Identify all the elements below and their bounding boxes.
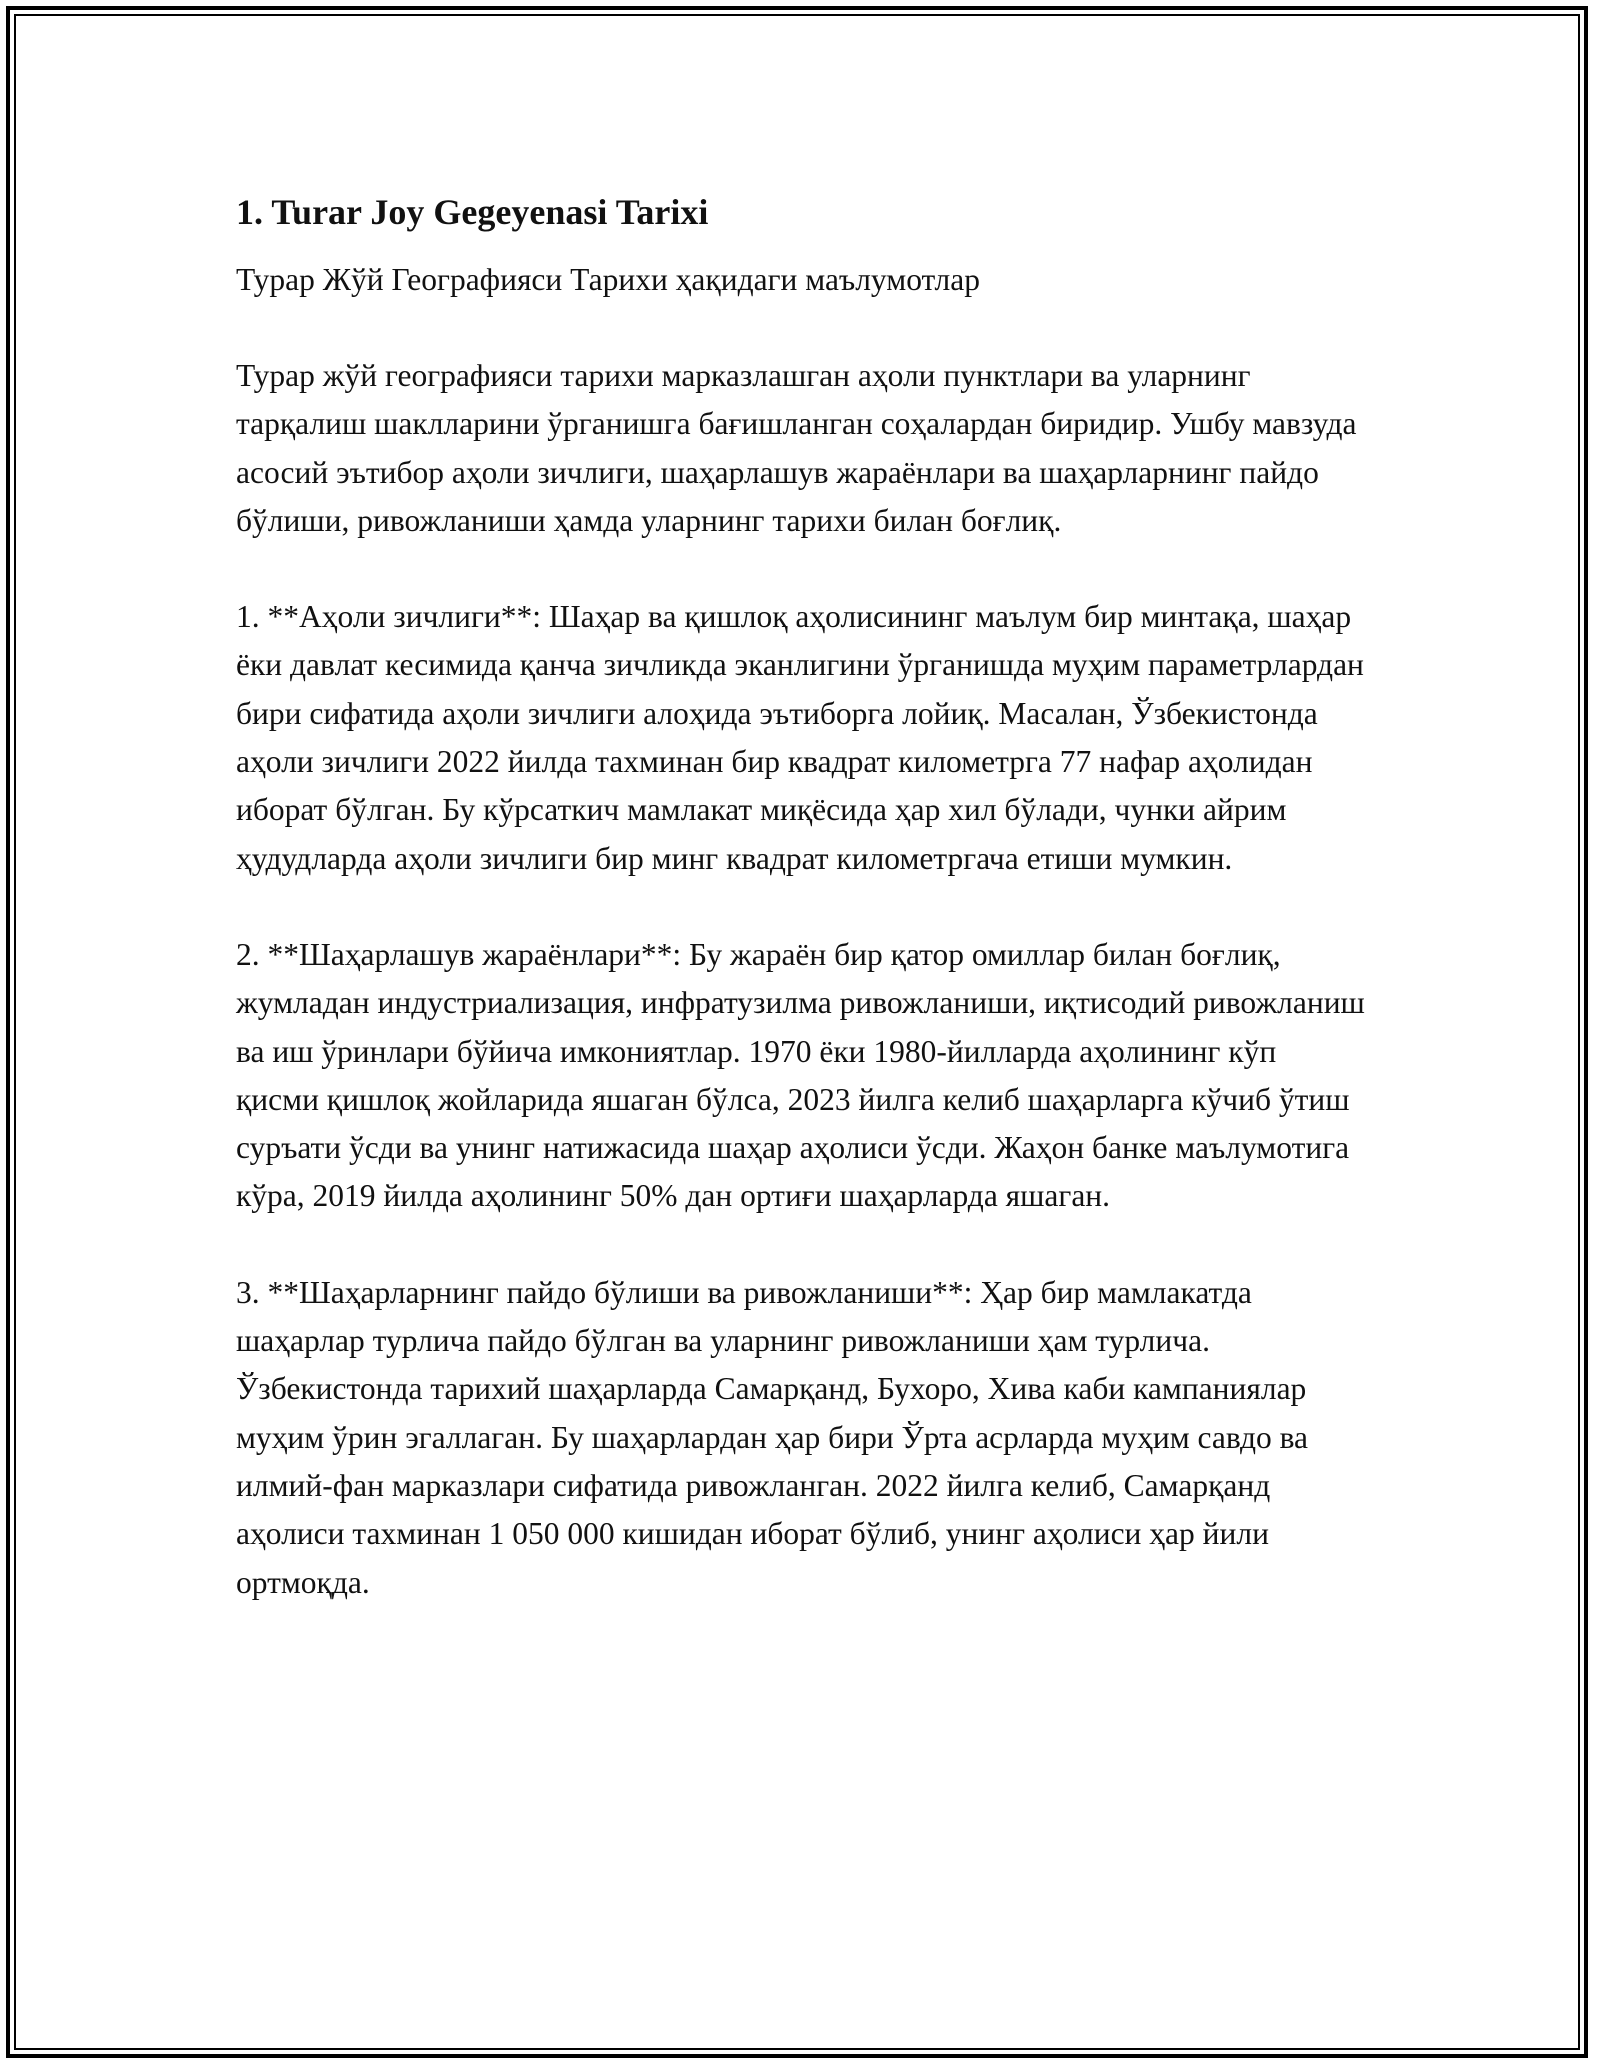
document-subtitle: Турар Жўй Географияси Тарихи ҳақидаги маълумотлар [236,262,980,297]
paragraph-population-density: 1. **Аҳоли зичлиги**: Шаҳар ва қишлоқ аҳолисининг маълум бир минтақа, шаҳар ёки давлат кесимида қанча зичликда эканлигини ўрганишда муҳим параметрлардан бири сифатида аҳоли зичлиги алоҳида эътиборга лойиқ. Масалан, Ўзбекистонда аҳоли зичлиги 2022 йилда тахминан бир квадрат километрга 77 нафар аҳолидан иборат бўлган. Бу кўрсаткич мамлакат миқёсида ҳар хил бўлади, чунки айрим ҳудудларда аҳоли зичлиги бир минг квадрат километргача етиши мумкин. [236,599,1364,876]
paragraph-urbanization: 2. **Шаҳарлашув жараёнлари**: Бу жараён бир қатор омиллар билан боғлиқ, жумладан индустриализация, инфратузилма ривожланиши, иқтисодий ривожланиш ва иш ўринлари бўйича имкониятлар. 1970 ёки 1980-йилларда аҳолининг кўп қисми қишлоқ жойларида яшаган бўлса, 2023 йилга келиб шаҳарларга кўчиб ўтиш суръати ўсди ва унинг натижасида шаҳар аҳолиси ўсди. Жаҳон банке маълумотига кўра, 2019 йилда аҳолининг 50% дан ортиғи шаҳарларда яшаган. [236,936,1365,1214]
paragraph-city-development: 3. **Шаҳарларнинг пайдо бўлиши ва ривожланиши**: Ҳар бир мамлакатда шаҳарлар турлича пайдо бўлган ва уларнинг ривожланиши ҳам турлича. Ўзбекистонда тарихий шаҳарларда Самарқанд, Бухоро, Хива каби кампаниялар муҳим ўрин эгаллаган. Бу шаҳарлардан ҳар бири Ўрта асрларда муҳим савдо ва илмий-фан марказлари сифатида ривожланган. 2022 йилга келиб, Самарқанд аҳолиси тахминан 1 050 000 кишидан иборат бўлиб, унинг аҳолиси ҳар йили ортмоқда. [236,1274,1309,1600]
document-heading: 1. Turar Joy Gegeyenasi Tarixi [236,192,709,232]
paragraph-intro: Турар жўй географияси тарихи марказлашган аҳоли пунктлари ва уларнинг тарқалиш шаклларини ўрганишга бағишланган соҳалардан биридир. Ушбу мавзуда асосий эътибор аҳоли зичлиги, шаҳарлашув жараёнлари ва шаҳарларнинг пайдо бўлиши, ривожланиши ҳамда уларнинг тарихи билан боғлиқ. [236,358,1357,538]
document-body [236,186,1366,1607]
